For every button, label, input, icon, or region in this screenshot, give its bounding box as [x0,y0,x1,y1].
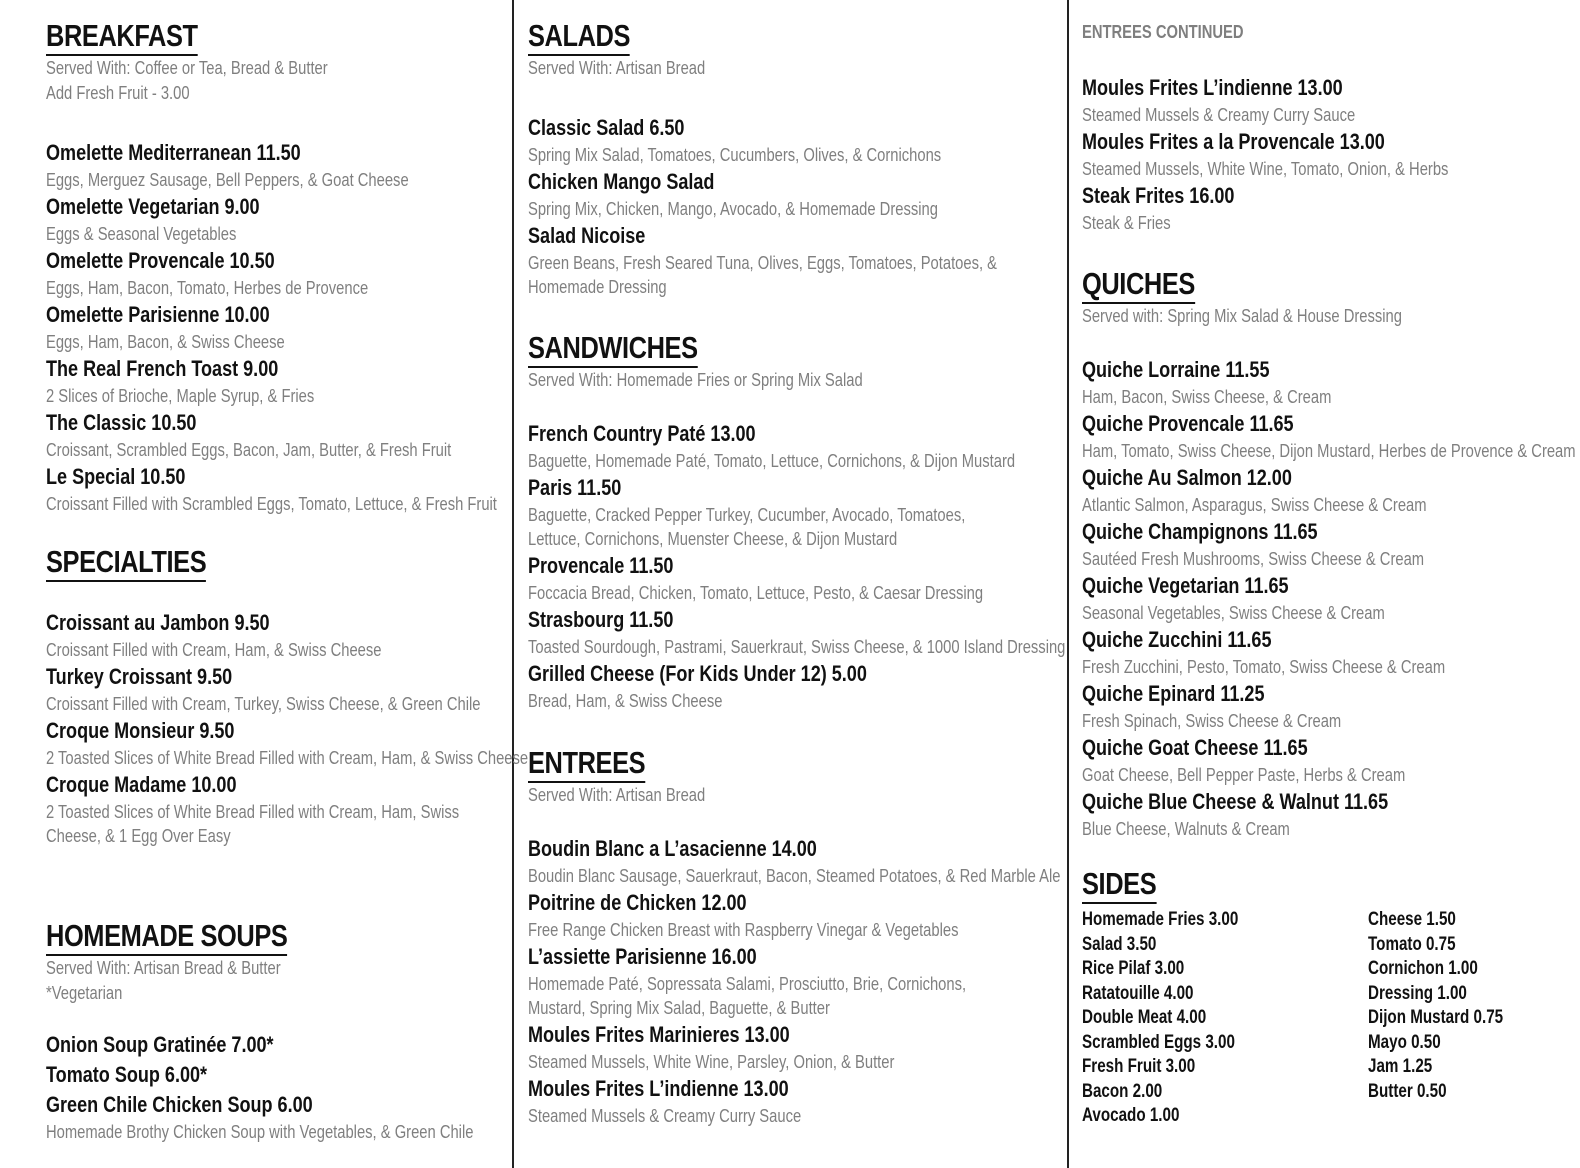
menu-column-2 [528,0,1066,1168]
entrees-continued-items [1082,73,1529,235]
menu-item [1082,679,1580,733]
section-note: Served With: Artisan Bread [528,58,706,78]
item-name: Quiche Vegetarian 11.65 [1082,573,1289,598]
menu-item [1082,463,1580,517]
item-description: 2 Toasted Slices of White Bread Filled with Cream, Ham, & Swiss Cheese [46,748,529,768]
item-description: Eggs, Merguez Sausage, Bell Peppers, & Goat Cheese [46,170,409,190]
entrees-section [528,745,744,808]
item-name: Moules Frites L’indienne 13.00 [528,1076,789,1101]
item-description: Spring Mix, Chicken, Mango, Avocado, & Homemade Dressing [528,199,938,219]
item-name: Croque Monsieur 9.50 [46,718,235,743]
item-name: Quiche Zucchini 11.65 [1082,627,1272,652]
item-name: Quiche Goat Cheese 11.65 [1082,735,1308,760]
menu-item [1082,181,1529,235]
section-title: SPECIALTIES [46,544,206,582]
item-description: Eggs & Seasonal Vegetables [46,224,237,244]
item-description: Toasted Sourdough, Pastrami, Sauerkraut, Swiss Cheese, & 1000 Island Dressing [528,637,1066,657]
item-description: Homemade Paté, Sopressata Salami, Prosciutto, Brie, Cornichons, Mustard, Spring Mix Salad, Baguette, & Butter [528,974,967,1018]
menu-item [1082,517,1580,571]
item-name: The Classic 10.50 [46,410,197,435]
side-item: Cornichon 1.00 [1368,958,1478,979]
item-name: Provencale 11.50 [528,553,674,578]
item-description: Steamed Mussels, White Wine, Tomato, Onion, & Herbs [1082,159,1449,179]
entrees-items [528,834,1177,1128]
item-name: Boudin Blanc a L’asacienne 14.00 [528,836,817,861]
item-description: Seasonal Vegetables, Swiss Cheese & Cream [1082,603,1385,623]
item-name: L’assiette Parisienne 16.00 [528,944,757,969]
section-title: SIDES [1082,866,1156,904]
side-item: Avocado 1.00 [1082,1105,1180,1126]
item-name: Omelette Provencale 10.50 [46,248,275,273]
item-name: Salad Nicoise [528,223,646,248]
menu-item [1082,571,1580,625]
item-name: Classic Salad 6.50 [528,115,685,140]
item-name: Steak Frites 16.00 [1082,183,1235,208]
section-title: ENTREES [528,745,645,783]
item-description: Free Range Chicken Breast with Raspberry Vinegar & Vegetables [528,920,959,940]
item-name: Quiche Lorraine 11.55 [1082,357,1270,382]
item-description: Bread, Ham, & Swiss Cheese [528,691,723,711]
side-item: Butter 0.50 [1368,1080,1447,1102]
item-description: Boudin Blanc Sausage, Sauerkraut, Bacon, Steamed Potatoes, & Red Marble Ale [528,866,1061,886]
item-description: Croissant Filled with Cream, Turkey, Swiss Cheese, & Green Chile [46,694,481,714]
item-description: Foccacia Bread, Chicken, Tomato, Lettuce, Pesto, & Caesar Dressing [528,583,984,603]
menu-item [528,834,1177,888]
sandwiches-section [528,330,936,393]
side-item: Mayo 0.50 [1368,1031,1441,1053]
item-description: 2 Slices of Brioche, Maple Syrup, & Fries [46,386,315,406]
item-description: Steamed Mussels, White Wine, Parsley, Onion, & Butter [528,1052,895,1072]
item-name: Omelette Parisienne 10.00 [46,302,270,327]
menu-item [46,138,596,192]
item-description: Steak & Fries [1082,213,1171,233]
item-description: Green Beans, Fresh Seared Tuna, Olives, Eggs, Tomatoes, Potatoes, & Homemade Dressing [528,253,998,297]
item-name: The Real French Toast 9.00 [46,356,279,381]
item-name: Grilled Cheese (For Kids Under 12) 5.00 [528,661,867,686]
menu-item [46,408,596,462]
menu-item [1082,73,1529,127]
item-description: Croissant Filled with Scrambled Eggs, Tomato, Lettuce, & Fresh Fruit [46,494,497,514]
section-title: SALADS [528,18,630,56]
menu-item [1082,127,1529,181]
section-title: QUICHES [1082,266,1195,304]
item-description: Fresh Spinach, Swiss Cheese & Cream [1082,711,1342,731]
item-name: Croissant au Jambon 9.50 [46,610,270,635]
item-name: Chicken Mango Salad [528,169,715,194]
menu-item [528,942,1177,1020]
salads-section [528,18,744,81]
menu-item [1082,733,1580,787]
item-name: Le Special 10.50 [46,464,186,489]
item-description: Ham, Bacon, Swiss Cheese, & Cream [1082,387,1332,407]
item-name: Moules Frites L’indienne 13.00 [1082,75,1343,100]
specialties-section [46,544,241,582]
item-name: Paris 11.50 [528,475,622,500]
section-note: Served With: Coffee or Tea, Bread & Butter [46,58,328,78]
salads-items [528,113,1148,299]
section-note: *Vegetarian [46,983,123,1003]
side-item: Jam 1.25 [1368,1056,1433,1077]
menu-item [528,221,1148,299]
entrees-continued-heading [1082,22,1279,43]
item-description: Spring Mix Salad, Tomatoes, Cucumbers, Olives, & Cornichons [528,145,942,165]
item-description: 2 Toasted Slices of White Bread Filled with Cream, Ham, Swiss Cheese, & 1 Egg Over Easy [46,802,460,846]
side-item: Homemade Fries 3.00 [1082,909,1239,930]
item-description: Croissant, Scrambled Eggs, Bacon, Jam, Butter, & Fresh Fruit [46,440,452,460]
menu-item [1082,625,1580,679]
section-title: BREAKFAST [46,18,198,56]
menu-item [46,192,596,246]
item-description: Steamed Mussels & Creamy Curry Sauce [528,1106,802,1126]
menu-column-1 [46,0,529,1168]
section-note: Add Fresh Fruit - 3.00 [46,83,190,103]
item-name: Onion Soup Gratinée 7.00* [46,1032,274,1057]
menu-item [528,888,1177,942]
item-name: Tomato Soup 6.00* [46,1062,208,1087]
item-name: Quiche Champignons 11.65 [1082,519,1318,544]
side-item: Tomato 0.75 [1368,933,1456,955]
item-name: French Country Paté 13.00 [528,421,756,446]
section-title: SANDWICHES [528,330,698,368]
item-description: Goat Cheese, Bell Pepper Paste, Herbs & Cream [1082,765,1406,785]
item-description: Blue Cheese, Walnuts & Cream [1082,819,1290,839]
side-item: Dijon Mustard 0.75 [1368,1007,1504,1028]
menu-item [46,462,596,516]
item-description: Steamed Mussels & Creamy Curry Sauce [1082,105,1356,125]
menu-item [1082,787,1580,841]
side-item: Cheese 1.50 [1368,909,1456,930]
item-description: Baguette, Homemade Paté, Tomato, Lettuce, Cornichons, & Dijon Mustard [528,451,1016,471]
quiches-items [1082,355,1580,841]
menu-column-3 [1082,0,1576,1168]
item-name: Quiche Au Salmon 12.00 [1082,465,1292,490]
side-item: Salad 3.50 [1082,933,1157,955]
section-title: HOMEMADE SOUPS [46,918,287,956]
breakfast-items [46,138,596,516]
item-description: Fresh Zucchini, Pesto, Tomato, Swiss Cheese & Cream [1082,657,1446,677]
item-name: Poitrine de Chicken 12.00 [528,890,747,915]
item-description: Croissant Filled with Cream, Ham, & Swiss Cheese [46,640,382,660]
menu-item [528,1074,1177,1128]
item-name: Quiche Epinard 11.25 [1082,681,1265,706]
side-item: Scrambled Eggs 3.00 [1082,1031,1235,1053]
side-item: Double Meat 4.00 [1082,1007,1207,1028]
sides-section [1082,866,1173,904]
menu-item [528,1020,1177,1074]
item-description: Sautéed Fresh Mushrooms, Swiss Cheese & Cream [1082,549,1425,569]
soups-section [46,918,340,1006]
item-name: Green Chile Chicken Soup 6.00 [46,1092,313,1117]
item-description: Atlantic Salmon, Asparagus, Swiss Cheese & Cream [1082,495,1427,515]
side-item: Fresh Fruit 3.00 [1082,1056,1196,1077]
item-description: Eggs, Ham, Bacon, & Swiss Cheese [46,332,285,352]
menu-item [1082,355,1580,409]
item-description: Homemade Brothy Chicken Soup with Vegetables, & Green Chile [46,1122,474,1142]
soups-items [46,1030,567,1144]
side-item: Bacon 2.00 [1082,1080,1163,1102]
item-name: Croque Madame 10.00 [46,772,237,797]
sides-column-right [1368,908,1537,1104]
side-item: Dressing 1.00 [1368,982,1467,1004]
item-name: Turkey Croissant 9.50 [46,664,233,689]
menu-item [528,113,1148,167]
section-note: Served With: Artisan Bread & Butter [46,958,281,978]
quiches-section [1082,266,1472,329]
breakfast-section [46,18,390,106]
sides-column-left [1082,908,1277,1129]
item-name: Moules Frites Marinieres 13.00 [528,1022,790,1047]
menu-item [46,246,596,300]
item-name: Omelette Vegetarian 9.00 [46,194,260,219]
section-note: Served With: Artisan Bread [528,785,706,805]
section-note: Served With: Homemade Fries or Spring Mix Salad [528,370,863,390]
item-name: Strasbourg 11.50 [528,607,674,632]
side-item: Ratatouille 4.00 [1082,982,1194,1004]
item-name: Quiche Provencale 11.65 [1082,411,1294,436]
item-name: Moules Frites a la Provencale 13.00 [1082,129,1385,154]
menu-item [46,300,596,354]
item-description: Baguette, Cracked Pepper Turkey, Cucumber, Avocado, Tomatoes, Lettuce, Cornichons, Muenster Cheese, & Dijon Mustard [528,505,966,549]
section-title: ENTREES CONTINUED [1082,22,1244,42]
side-item: Rice Pilaf 3.00 [1082,958,1185,979]
item-description: Ham, Tomato, Swiss Cheese, Dijon Mustard, Herbes de Provence & Cream [1082,441,1576,461]
item-name: Omelette Mediterranean 11.50 [46,140,301,165]
item-name: Quiche Blue Cheese & Walnut 11.65 [1082,789,1389,814]
menu-item [46,354,596,408]
menu-item [1082,409,1580,463]
section-note: Served with: Spring Mix Salad & House Dressing [1082,306,1402,326]
item-description: Eggs, Ham, Bacon, Tomato, Herbes de Provence [46,278,369,298]
menu-item [528,167,1148,221]
